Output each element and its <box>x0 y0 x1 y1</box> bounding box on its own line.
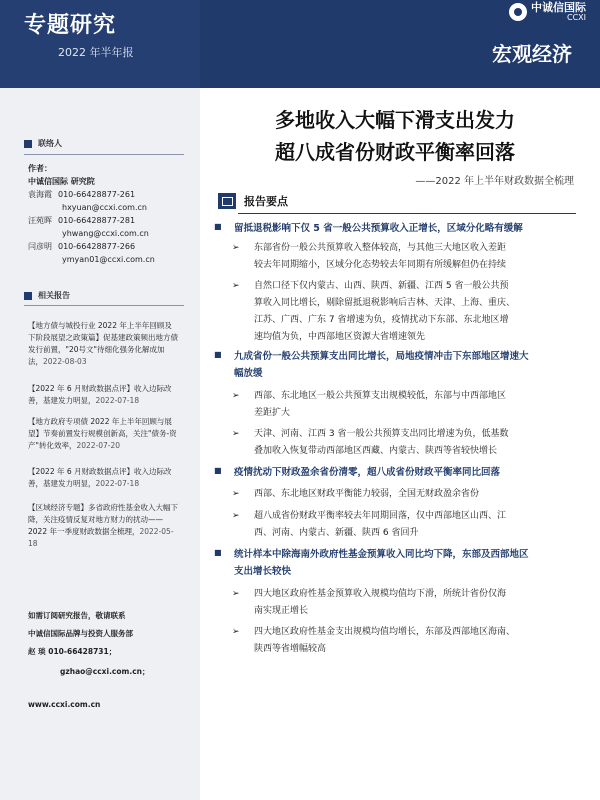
arrow-bullet-icon: ➢ <box>232 511 240 521</box>
arrow-bullet-icon: ➢ <box>232 281 240 291</box>
author-label: 作者： <box>28 164 52 173</box>
contact-line: 如需订阅研究报告，敬请联系 <box>28 611 126 620</box>
contact-line: 赵 琰 010-66428731； <box>28 647 117 656</box>
related-heading: 相关报告 <box>24 290 70 301</box>
key-point-item: ➢ 超八成省份财政平衡率较去年同期回落，仅中西部地区山西、江 西、河南、内蒙古、新疆、陕西 6 省回升 <box>232 508 578 542</box>
arrow-bullet-icon: ➢ <box>232 429 240 439</box>
contacts-divider <box>24 154 184 155</box>
bullet-square-icon <box>214 350 224 358</box>
key-point-item: ➢ 四大地区政府性基金预算收入规模均值均下滑，所统计省份仅海 南实现正增长 <box>232 586 578 620</box>
arrow-bullet-icon: ➢ <box>232 391 240 401</box>
institute-name: 中诚信国际 研究院 <box>28 177 95 186</box>
key-point-item: ➢ 四大地区政府性基金支出规模均值均增长，东部及西部地区海南、 陕西等省增幅较高 <box>232 624 578 658</box>
related-report-item[interactable]: 【2022 年 6 月财政数据点评】收入边际改善，基建发力明显，2022-07-18 <box>28 467 172 488</box>
brand-logo-block <box>509 2 586 22</box>
key-point-item: ➢ 东部省份一般公共预算收入整体较高，与其他三大地区收入差距 较去年同期缩小，区域分化态势较去年同期有所缓解但仍在持续 <box>232 240 578 274</box>
author-block <box>28 162 155 266</box>
contact-line: 中诚信国际品牌与投资人服务部 <box>28 629 133 638</box>
key-points-heading: 报告要点 <box>218 193 288 209</box>
key-point-heading: ■ 疫情扰动下财政盈余省份清零，超八成省份财政平衡率同比回落 <box>214 464 586 481</box>
report-title-line: 多地收入大幅下滑支出发力 <box>275 108 515 132</box>
related-divider <box>24 305 184 306</box>
arrow-bullet-icon: ➢ <box>232 589 240 599</box>
author-row: 袁海霞 010-66428877-261 <box>28 190 136 199</box>
key-point-heading: ■ 九成省份一般公共预算支出同比增长，局地疫情冲击下东部地区增速大 幅放缓 <box>214 348 586 382</box>
bullet-square-icon <box>214 222 224 230</box>
author-email[interactable]: yhwang@ccxi.com.cn <box>62 229 149 238</box>
report-subtitle: ——2022 年上半年财政数据全梳理 <box>415 176 574 187</box>
key-point-heading: ■ 统计样本中除海南外政府性基金预算收入同比均下降，东部及西部地区 支出增长较快 <box>214 546 586 580</box>
contacts-heading: 联络人 <box>24 138 62 149</box>
document-icon <box>218 193 236 209</box>
report-period-label: 2022 年半年报 <box>58 46 134 59</box>
report-title-line: 超八成省份财政平衡率回落 <box>275 140 515 164</box>
author-email[interactable]: hxyuan@ccxi.com.cn <box>62 203 147 212</box>
key-point-item: ➢ 天津、河南、江西 3 省一般公共预算支出同比增速为负，低基数 叠加收入恢复带动西部地区西藏、内蒙古、陕西等省较快增长 <box>232 426 578 460</box>
author-row: 闫彦明 010-66428877-266 <box>28 242 136 251</box>
brand-name: 中诚信国际 <box>531 1 586 14</box>
arrow-bullet-icon: ➢ <box>232 243 240 253</box>
brand-code: CCXI <box>566 13 586 22</box>
bullet-square-icon <box>214 548 224 556</box>
related-report-item[interactable]: 【2022 年 6 月财政数据点评】收入边际改善，基建发力明显，2022-07-18 <box>28 384 172 405</box>
key-point-heading: ■ 留抵退税影响下仅 5 省一般公共预算收入正增长，区域分化略有缓解 <box>214 220 586 237</box>
arrow-bullet-icon: ➢ <box>232 627 240 637</box>
report-type-label: 专题研究 <box>24 13 117 38</box>
section-label: 宏观经济 <box>492 42 572 66</box>
related-report-item[interactable]: 【地方政府专项债 2022 年上半年回顾与展望】节奏前置发行规模创新高，关注"债务-资产"转化效率，2022-07-20 <box>28 417 177 450</box>
brand-logo-icon <box>509 3 527 21</box>
key-point-item: ➢ 西部、东北地区财政平衡能力较弱，全国无财政盈余省份 <box>232 486 578 503</box>
author-email[interactable]: ymyan01@ccxi.com.cn <box>62 255 155 264</box>
author-row: 汪苑晖 010-66428877-281 <box>28 216 136 225</box>
contact-website[interactable]: www.ccxi.com.cn <box>28 700 101 709</box>
contact-email[interactable]: gzhao@ccxi.com.cn； <box>60 667 150 676</box>
contacts-heading-icon <box>24 140 32 148</box>
bullet-square-icon <box>214 466 224 474</box>
related-heading-icon <box>24 292 32 300</box>
key-points-divider <box>238 213 576 214</box>
key-point-item: ➢ 自然口径下仅内蒙古、山西、陕西、新疆、江西 5 省一般公共预 算收入同比增长，剔除留抵退税影响后吉林、天津、上海、重庆、 江苏、广西、广东 7 省增速为负，疫情扰动下东部、东北地区增 速均值为负，中西部地区资源大省增速领先 <box>232 278 578 346</box>
related-report-item[interactable]: 【地方债与城投行业 2022 年上半年回顾及下阶段展望之政策篇】促基建政策频出地方债发行前置，"20号文"待细化强务化解成加法，2022-08-03 <box>28 321 178 366</box>
arrow-bullet-icon: ➢ <box>232 489 240 499</box>
key-point-item: ➢ 西部、东北地区一般公共预算支出规模较低，东部与中西部地区 差距扩大 <box>232 388 578 422</box>
related-report-item[interactable]: 【区域经济专题】多省政府性基金收入大幅下降，关注疫情反复对地方财力的扰动——2022 年一季度财政数据全梳理，2022-05-18 <box>28 503 178 548</box>
